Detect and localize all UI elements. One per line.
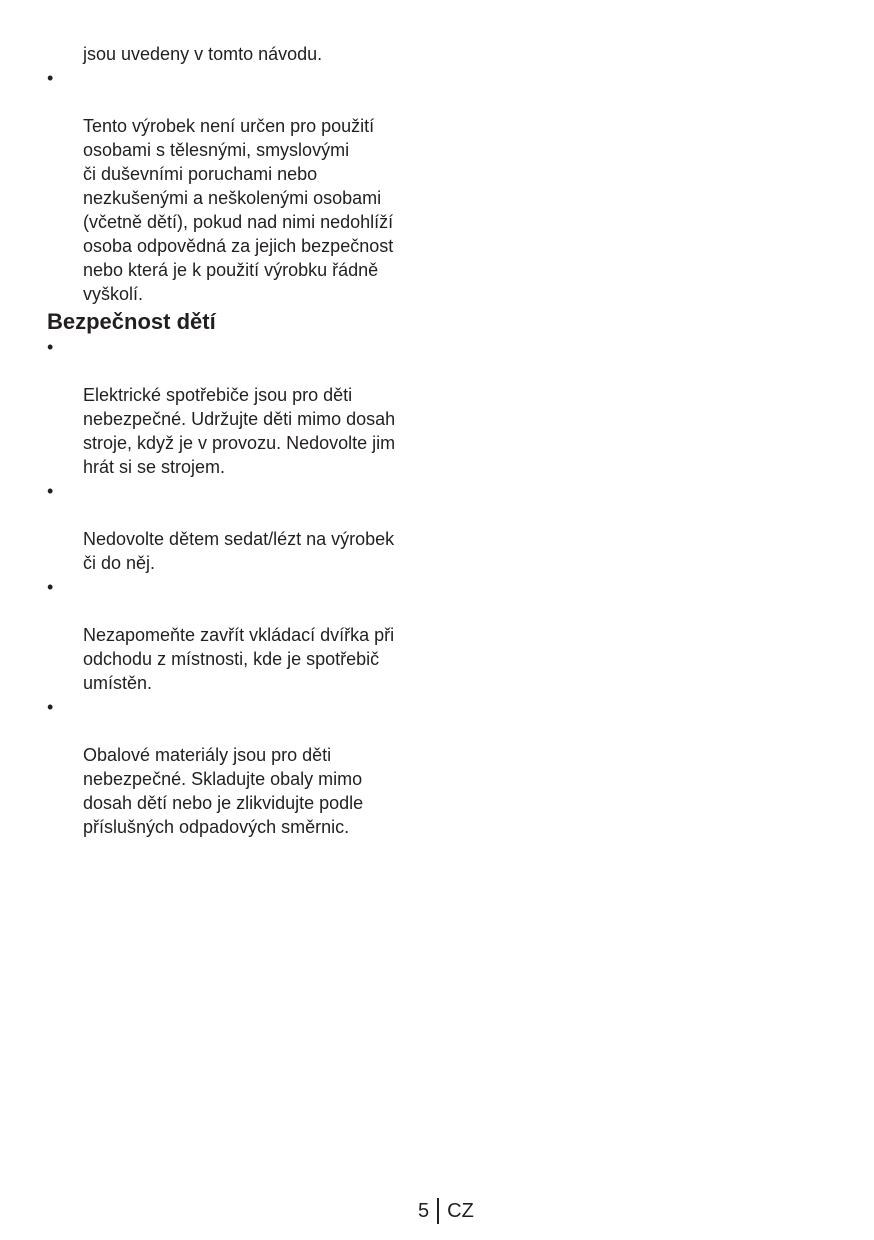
bullet-icon: • — [47, 697, 54, 717]
list-item — [46, 66, 436, 306]
bullet-list-child-safety — [46, 335, 436, 839]
page-footer — [418, 1196, 474, 1226]
list-item — [46, 479, 436, 575]
bullet-list-general — [46, 66, 436, 306]
section-heading: Bezpečnost dětí — [47, 309, 216, 334]
list-item — [46, 335, 436, 479]
bullet-icon: • — [47, 68, 54, 88]
list-item-text: Obalové materiály jsou pro děti nebezpečné. Skladujte obaly mimo dosah dětí nebo je zlikvidujte podle příslušných odpadových směrnic. — [83, 745, 364, 837]
list-item-text: Nedovolte dětem sedat/lézt na výrobek či do něj. — [83, 529, 395, 573]
footer-divider — [437, 1198, 439, 1224]
list-item-text: Elektrické spotřebiče jsou pro děti nebezpečné. Udržujte děti mimo dosah stroje, když je v provozu. Nedovolte jim hrát si se strojem. — [83, 385, 396, 477]
page-number: 5 — [418, 1199, 430, 1222]
list-item — [46, 575, 436, 695]
continuation-text: jsou uvedeny v tomto návodu. — [83, 44, 323, 64]
bullet-icon: • — [47, 337, 54, 357]
list-item-text: Nezapomeňte zavřít vkládací dvířka při odchodu z místnosti, kde je spotřebič umístěn. — [83, 625, 395, 693]
list-item-text: Tento výrobek není určen pro použití osobami s tělesnými, smyslovými či duševními poruchami nebo nezkušenými a neškolenými osobami (včetně dětí), pokud nad nimi nedohlíží osoba odpovědná za jejich bezpečnost nebo která je k použití výrobku řádně vyškolí. — [83, 116, 394, 304]
bullet-icon: • — [47, 481, 54, 501]
bullet-icon: • — [47, 577, 54, 597]
text-column — [46, 42, 436, 839]
language-code: CZ — [447, 1199, 474, 1222]
list-item — [46, 695, 436, 839]
